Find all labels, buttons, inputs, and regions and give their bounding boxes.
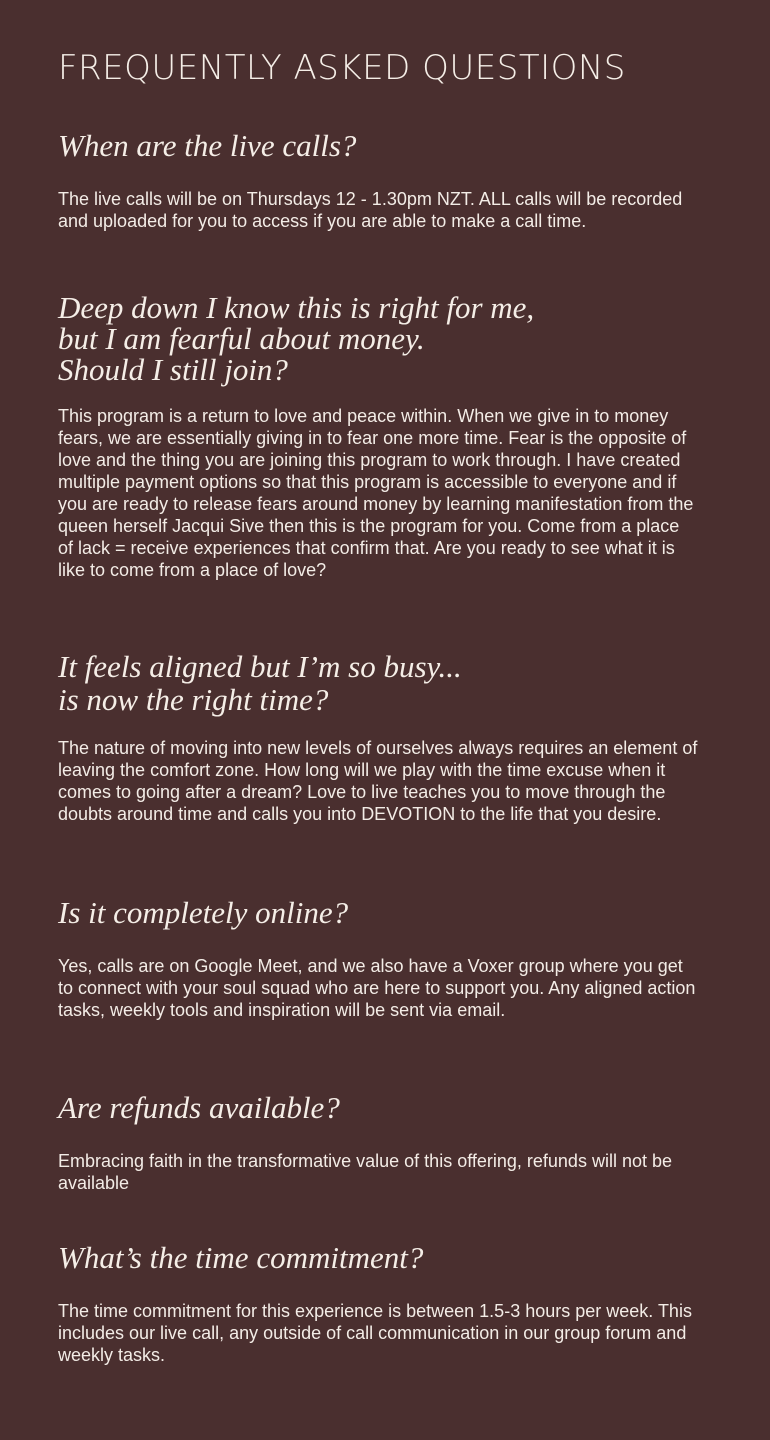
faq-question: When are the live calls?	[58, 128, 357, 163]
faq-question: What’s the time commitment?	[58, 1240, 424, 1275]
faq-answer: Embracing faith in the transformative value of this offering, refunds will not be available	[58, 1151, 672, 1193]
faq-question: Are refunds available?	[58, 1090, 340, 1125]
faq-answer: Yes, calls are on Google Meet, and we also have a Voxer group where you get to connect with your soul squad who are here to support you. Any aligned action tasks, weekly tools and inspiration will be sent via email.	[58, 956, 696, 1020]
faq-answer: The time commitment for this experience is between 1.5-3 hours per week. This includes our live call, any outside of call communication in our group forum and weekly tasks.	[58, 1301, 692, 1365]
faq-question: Deep down I know this is right for me, but I am fearful about money. Should I still join?	[58, 290, 535, 387]
faq-question: Is it completely online?	[58, 895, 349, 930]
faq-answer: The nature of moving into new levels of ourselves always requires an element of leaving the comfort zone. How long will we play with the time excuse when it comes to going after a dream? Love to live teaches you to move through the doubts around time and calls you into DEVOTION to the life that you desire.	[58, 738, 698, 824]
faq-answer: The live calls will be on Thursdays 12 - 1.30pm NZT. ALL calls will be recorded and uploaded for you to access if you are able to make a call time.	[58, 189, 683, 231]
faq-question: It feels aligned but I’m so busy... is now the right time?	[58, 649, 462, 717]
faq-answer: This program is a return to love and peace within. When we give in to money fears, we are essentially giving in to fear one more time. Fear is the opposite of love and the thing you are joining this program to work through. I have created multiple payment options so that this program is accessible to everyone and if you are ready to release fears around money by learning manifestation from the queen herself Jacqui Sive then this is the program for you. Come from a place of lack = receive experiences that confirm that. Are you ready to see what it is like to come from a place of love?	[58, 406, 694, 580]
page-title: FREQUENTLY ASKED QUESTIONS	[58, 48, 626, 88]
